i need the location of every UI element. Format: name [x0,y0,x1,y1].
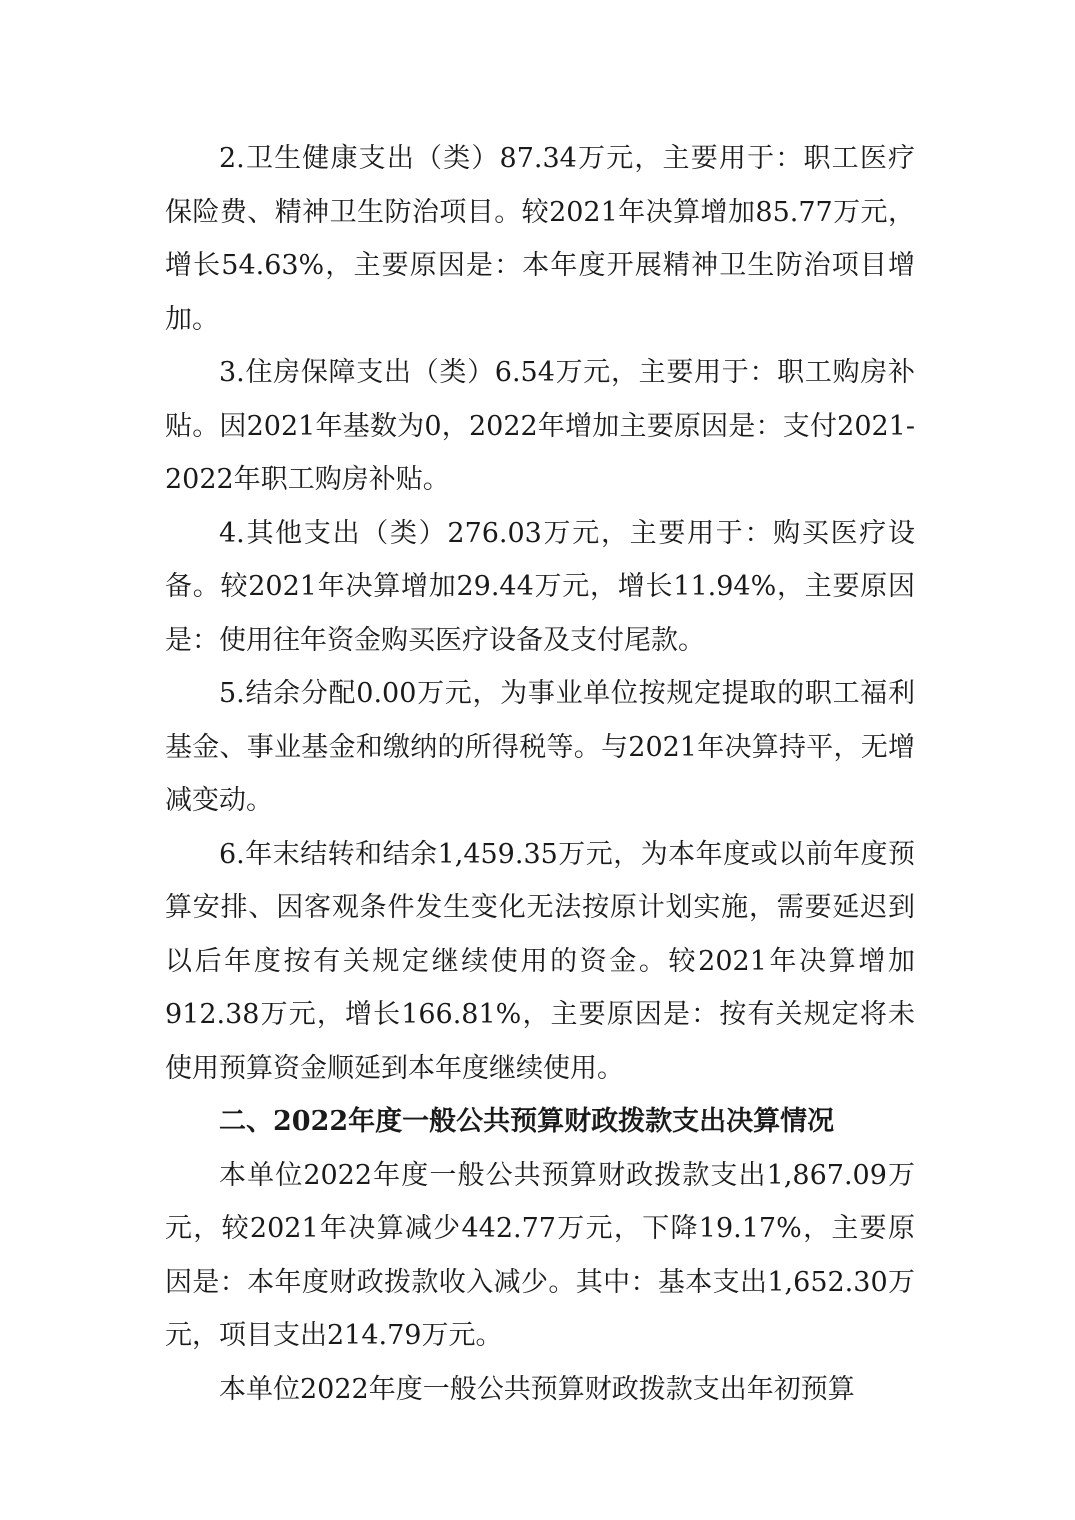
section-heading: 二、2022年度一般公共预算财政拨款支出决算情况 [219,1106,835,1137]
document-page [165,132,915,1416]
paragraph-year-end-balance: 6.年末结转和结余1,459.35万元，为本年度或以前年度预算安排、因客观条件发生变化无法按原计划实施，需要延迟到以后年度按有关规定继续使用的资金。较2021年决算增加912.38万元，增长166.81%，主要原因是：按有关规定将未使用预算资金顺延到本年度继续使用。 [165,838,915,1084]
paragraph-initial-budget: 本单位2022年度一般公共预算财政拨款支出年初预算 [219,1373,855,1405]
paragraph-general-budget-expenditure: 本单位2022年度一般公共预算财政拨款支出1,867.09万元，较2021年决算减少442.77万元，下降19.17%，主要原因是：本年度财政拨款收入减少。其中：基本支出1,652.30万元，项目支出214.79万元。 [165,1159,915,1351]
paragraph-housing-expenditure: 3.住房保障支出（类）6.54万元，主要用于：职工购房补贴。因2021年基数为0，2022年增加主要原因是：支付2021-2022年职工购房补贴。 [165,357,915,495]
paragraph-health-expenditure: 2.卫生健康支出（类）87.34万元，主要用于：职工医疗保险费、精神卫生防治项目。较2021年决算增加85.77万元，增长54.63%，主要原因是：本年度开展精神卫生防治项目增加。 [165,143,915,335]
paragraph-surplus-distribution: 5.结余分配0.00万元，为事业单位按规定提取的职工福利基金、事业基金和缴纳的所得税等。与2021年决算持平，无增减变动。 [165,678,915,816]
paragraph-other-expenditure: 4.其他支出（类）276.03万元，主要用于：购买医疗设备。较2021年决算增加29.44万元，增长11.94%，主要原因是：使用往年资金购买医疗设备及支付尾款。 [165,517,915,656]
